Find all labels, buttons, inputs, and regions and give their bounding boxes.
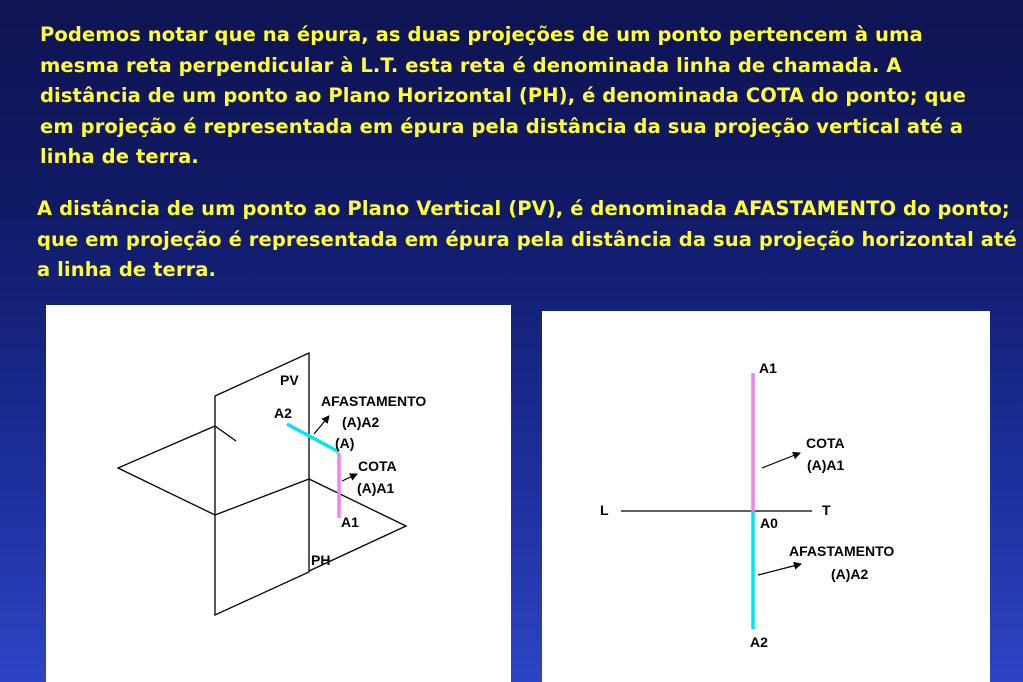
afastamento-paragraph: A distância de um ponto ao Plano Vertical (PV), é denominada AFASTAMENTO do ponto; que em projeção é representada em épura pela distância da sua projeção horizontal até a linha de terra. xyxy=(37,197,1017,281)
point-a-label: (A) xyxy=(335,435,355,451)
afastamento-arrow xyxy=(758,564,801,575)
horizontal-plane-hidden-edge xyxy=(215,426,236,441)
epura-diagram xyxy=(542,311,990,682)
a1-label: A1 xyxy=(341,514,359,530)
cota-arrow xyxy=(342,474,357,481)
cota-value: (A)A1 xyxy=(357,480,395,496)
horizontal-plane-back-edge xyxy=(118,426,215,515)
cota-value: (A)A1 xyxy=(807,457,845,473)
afastamento-title: AFASTAMENTO xyxy=(789,543,895,559)
a0-label: A0 xyxy=(760,515,778,531)
a2-label: A2 xyxy=(274,405,292,421)
l-label: L xyxy=(600,502,609,518)
pv-label: PV xyxy=(280,372,299,388)
a2-label: A2 xyxy=(750,634,768,650)
afastamento-value: (A)A2 xyxy=(342,414,380,430)
cota-title: COTA xyxy=(358,458,397,474)
t-label: T xyxy=(822,502,831,518)
afastamento-projection-line xyxy=(287,424,339,452)
horizontal-plane-front-edge xyxy=(215,479,309,515)
intro-paragraph: Podemos notar que na épura, as duas projeções de um ponto pertencem à uma mesma reta perpendicular à L.T. esta reta é denominada linha de chamada. A distância de um ponto ao Plano Horizontal (PH), é denominada COTA do ponto; que em projeção é representada em épura pela distância da sua projeção vertical até a linha de terra. xyxy=(40,23,966,168)
ph-label: PH xyxy=(311,552,331,568)
epura-diagram-panel xyxy=(542,311,990,682)
afastamento-value: (A)A2 xyxy=(831,566,869,582)
afastamento-arrow xyxy=(314,416,329,434)
cota-arrow xyxy=(762,453,800,468)
a1-label: A1 xyxy=(759,360,777,376)
afastamento-title: AFASTAMENTO xyxy=(321,393,427,409)
perspective-diagram-panel xyxy=(46,305,511,682)
perspective-diagram xyxy=(46,305,511,682)
cota-title: COTA xyxy=(806,435,845,451)
